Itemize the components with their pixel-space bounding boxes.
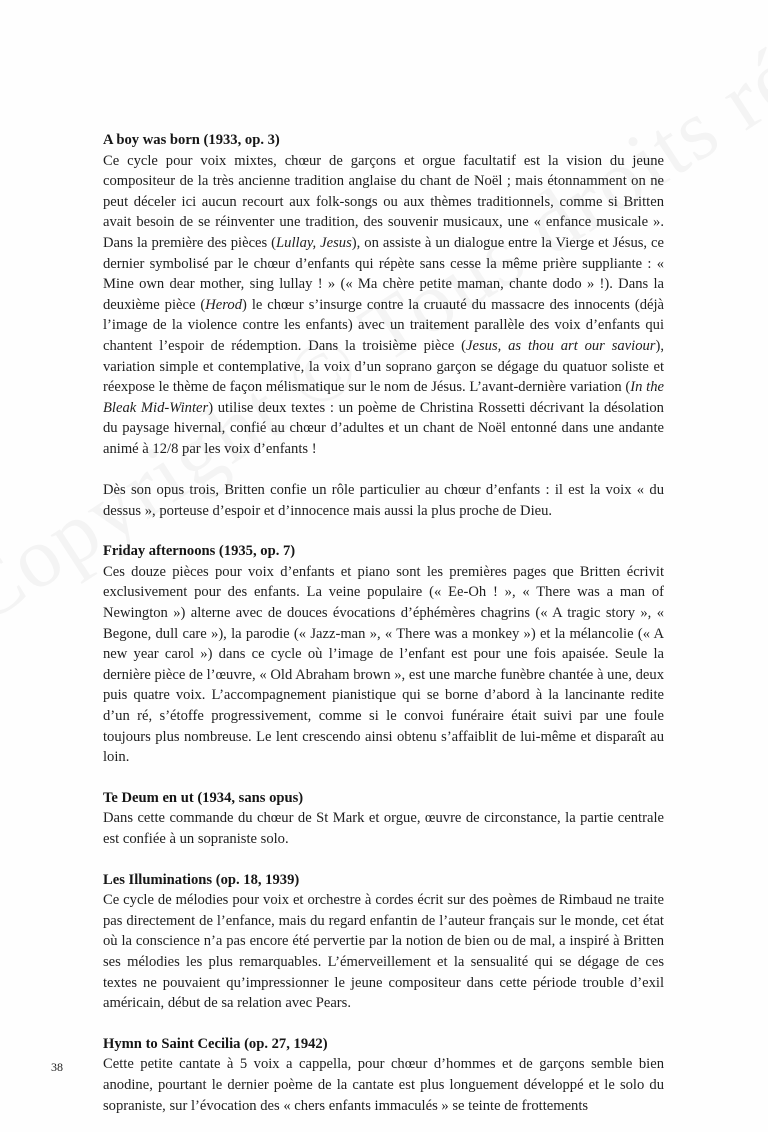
text-run: Dès son opus trois, Britten confie un rôle particulier au chœur d’enfants : il est la voix « du dessus », porteuse d’espoir et d’innocence mais aussi la plus proche de Dieu. (103, 482, 664, 519)
text-column (103, 130, 664, 1136)
section-title: A boy was born (1933, op. 3) (103, 132, 280, 148)
section (103, 130, 664, 521)
text-run: ), variation simple et contemplative, la voix d’un soprano garçon se dégage du quatuor soliste et réexpose le thème de façon mélismatique sur le nom de Jésus. L’avant-dernière variation ( (103, 337, 664, 396)
text-run: Dans cette commande du chœur de St Mark et orgue, œuvre de circonstance, la partie centrale est confiée à un sopraniste solo. (103, 810, 664, 847)
section (103, 788, 664, 850)
work-title-italic: Lullay, Jesus (276, 234, 352, 251)
text-run: ) le chœur s’insurge contre la cruauté du massacre des innocents (déjà l’image de la violence contre les enfants) avec un traitement parallèle des voix d’enfants qui chantent l’espoir de rédemption. Dans la troisième pièce ( (103, 296, 665, 354)
paragraph (103, 151, 664, 460)
section-title: Les Illuminations (op. 18, 1939) (103, 871, 300, 888)
work-title-italic: Herod (205, 296, 243, 313)
paragraph (103, 1054, 664, 1116)
work-title-italic: Jesus, as thou art our saviour (466, 337, 656, 354)
section (103, 870, 664, 1014)
section (103, 541, 664, 768)
text-run: Cette petite cantate à 5 voix a cappella, pour chœur d’hommes et de garçons semble bien anodine, pourtant le dernier poème de la cantate est plus longuement développé et le solo du sopraniste, sur l’évocation des « chers enfants immaculés » se teinte de frottements (103, 1056, 664, 1114)
section (103, 1034, 664, 1116)
text-run: Ces douze pièces pour voix d’enfants et piano sont les premières pages que Britten écrivit exclusivement pour des enfants. La veine populaire (« Ee-Oh ! », « There was a man of Newington ») alterne avec de douces évocations d’éphémères chagrins (« A tragic story », « Begone, dull care »), la parodie (« Jazz-man », « There was a monkey ») et la mélancolie (« A new year carol ») dans ce cycle où l’image de l’enfant est pour une fois apaisée. Seule la dernière pièce de l’œuvre, « Old Abraham brown », est une marche funèbre chantée à une, deux puis quatre voix. L’accompagnement pianistique qui se borne d’abord à la lancinante redite d’un ré, s’étoffe progressivement, comme si le convoi funéraire était suivi par une foule toujours plus nombreuse. Le lent crescendo ainsi obtenu s’affaiblit de lui-même et disparaît au loin. (103, 563, 664, 766)
paragraph (103, 890, 664, 1014)
text-run: ) utilise deux textes : un poème de Christina Rossetti décrivant la désolation du paysage hivernal, confié au chœur d’adultes et un chant de Noël entonné dans une andante animé à 12/8 par les voix d’enfants ! (103, 399, 664, 457)
paragraph (103, 808, 664, 849)
section-title: Hymn to Saint Cecilia (op. 27, 1942) (103, 1035, 328, 1052)
work-title-italic: In the Bleak Mid-Winter (103, 379, 664, 416)
paragraph (103, 562, 664, 768)
paragraph (103, 480, 664, 521)
text-run: ), on assiste à un dialogue entre la Vierge et Jésus, ce dernier symbolisé par le chœur d’enfants qui répète sans cesse la même prière suppliante : « Mine own dear mother, sing lullay ! » (« Ma chère petite maman, chante dodo » !). Dans la deuxième pièce ( (103, 234, 664, 313)
section-title: Te Deum en ut (1934, sans opus) (103, 789, 304, 806)
text-run: Ce cycle pour voix mixtes, chœur de garçons et orgue facultatif est la vision du jeune compositeur de la très ancienne tradition anglaise du chant de Noël ; mais étonnamment on ne peut déceler ici aucun recourt aux folk-songs ou aux thèmes traditionnels, comme si Britten avait besoin de se réinventer une tradition, des souvenir musicaux, une « enfance musicale ». Dans la première des pièces ( (103, 152, 664, 251)
text-run: Ce cycle de mélodies pour voix et orchestre à cordes écrit sur des poèmes de Rimbaud ne traite pas directement de l’enfance, mais du regard enfantin de l’auteur français sur le monde, cet état où la conscience n’a pas encore été pervertie par la notion de bien ou de mal, a inspiré à Britten ses mélodies les plus remarquables. L’émerveillement et la sensualité qui se dégage de ces textes ne pouvaient qu’impressionner le jeune compositeur dans cette période trouble d’exil américain, début de sa relation avec Pears. (103, 892, 664, 1012)
section-title: Friday afternoons (1935, op. 7) (103, 543, 296, 560)
page-number: 38 (51, 1060, 63, 1074)
